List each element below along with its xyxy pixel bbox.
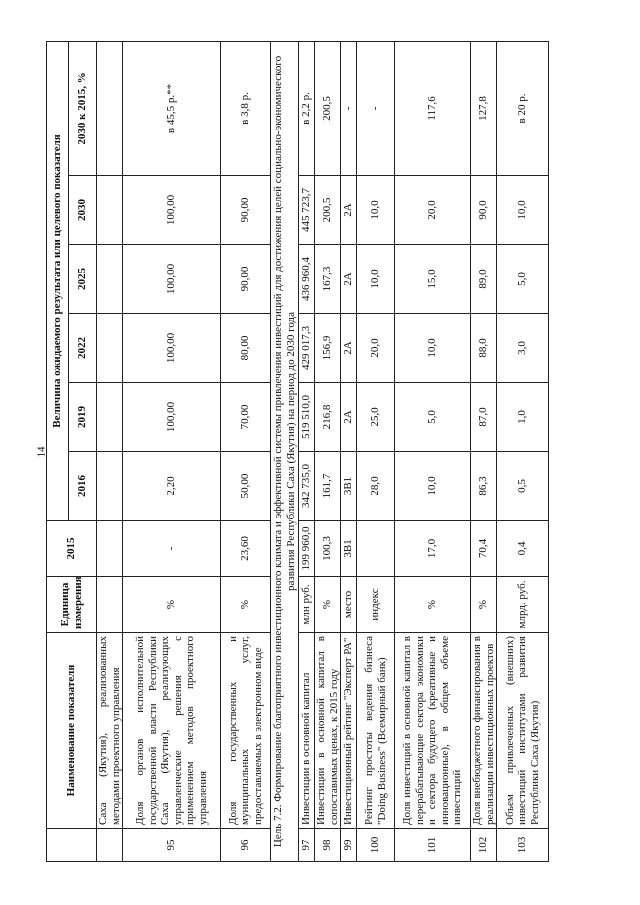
year-value: 200,5 <box>315 176 341 245</box>
row-number: 98 <box>315 829 341 862</box>
ratio-value: - <box>341 41 357 175</box>
base-value: 0,4 <box>497 521 549 577</box>
year-value: 2А <box>341 383 357 452</box>
year-value: 2А <box>341 314 357 383</box>
table-row <box>97 41 123 861</box>
year-value: 100,00 <box>123 383 221 452</box>
indicator-name: Саха (Якутия), реализованных методами проектного управления <box>97 633 123 829</box>
year-value: 86,3 <box>471 452 497 521</box>
ratio-value: в 2,2 р. <box>299 41 315 175</box>
table-row <box>123 41 221 861</box>
year-value: 156,9 <box>315 314 341 383</box>
row-number: 97 <box>299 829 315 862</box>
header-year: 2022 <box>69 314 97 383</box>
year-value: 429 017,3 <box>299 314 315 383</box>
year-value: 10,0 <box>395 452 471 521</box>
ratio-value: 117,6 <box>395 41 471 175</box>
table-row <box>395 41 471 861</box>
unit-cell: % <box>315 577 341 633</box>
base-value: 3В1 <box>341 521 357 577</box>
year-value: 436 960,4 <box>299 245 315 314</box>
year-value: 342 735,0 <box>299 452 315 521</box>
header-unit: Единица измерения <box>47 577 97 633</box>
year-value: 1,0 <box>497 383 549 452</box>
year-value: 2А <box>341 176 357 245</box>
year-value: 88,0 <box>471 314 497 383</box>
base-value: 70,4 <box>471 521 497 577</box>
ratio-value: 200,5 <box>315 41 341 175</box>
rotated-table-container <box>46 42 594 862</box>
indicator-name: Инвестиции в основной капитал <box>299 633 315 829</box>
year-value: 90,0 <box>471 176 497 245</box>
year-value: 100,00 <box>123 314 221 383</box>
year-value: 20,0 <box>357 314 395 383</box>
indicators-table <box>46 41 549 862</box>
unit-cell: % <box>471 577 497 633</box>
base-value: 23,60 <box>221 521 271 577</box>
ratio-value: в 45,5 р.** <box>123 41 221 175</box>
year-value: 3В1 <box>341 452 357 521</box>
row-number: 100 <box>357 829 395 862</box>
year-value: 445 723,7 <box>299 176 315 245</box>
goal-row <box>271 41 299 861</box>
header-group: Величина ожидаемого результата или целевого показателя <box>47 41 69 520</box>
header-year: 2030 <box>69 176 97 245</box>
indicator-name: Доля инвестиций в основной капитал в перерабатывающие сектора экономики и сектора будущего (креативные и инновационные), в общем объеме инвестиций <box>395 633 471 829</box>
row-number: 102 <box>471 829 497 862</box>
table-row <box>299 41 315 861</box>
year-value: 87,0 <box>471 383 497 452</box>
year-value: 15,0 <box>395 245 471 314</box>
year-value: 50,00 <box>221 452 271 521</box>
year-value: 89,0 <box>471 245 497 314</box>
header-name: Наименование показателя <box>47 633 97 829</box>
year-value: 10,0 <box>357 245 395 314</box>
unit-cell: % <box>123 577 221 633</box>
year-value: 100,00 <box>123 245 221 314</box>
unit-cell: % <box>221 577 271 633</box>
year-value: 10,0 <box>497 176 549 245</box>
row-number: 103 <box>497 829 549 862</box>
year-value: 80,00 <box>221 314 271 383</box>
indicator-name: Доля государственных и муниципальных услуг, предоставляемых в электронном виде <box>221 633 271 829</box>
year-value: 25,0 <box>357 383 395 452</box>
year-value: 0,5 <box>497 452 549 521</box>
year-value: 519 510,0 <box>299 383 315 452</box>
year-value: 28,0 <box>357 452 395 521</box>
year-value: 2,20 <box>123 452 221 521</box>
indicator-name: Доля внебюджетного финансирования в реализации инвестиционных проектов <box>471 633 497 829</box>
unit-cell: место <box>341 577 357 633</box>
indicator-name: Рейтинг простоты ведения бизнеса "Doing Business" (Всемирный банк) <box>357 633 395 829</box>
row-number: 95 <box>123 829 221 862</box>
base-value: - <box>123 521 221 577</box>
table-row <box>221 41 271 861</box>
header-year: 2025 <box>69 245 97 314</box>
year-value: 100,00 <box>123 176 221 245</box>
unit-cell: млрд. руб. <box>497 577 549 633</box>
indicator-name: Инвестиции в основной капитал в сопоставимых ценах, к 2015 году <box>315 633 341 829</box>
year-value: 216,8 <box>315 383 341 452</box>
year-value: 5,0 <box>395 383 471 452</box>
year-value: 161,7 <box>315 452 341 521</box>
base-value: 17,0 <box>395 521 471 577</box>
year-value: 3,0 <box>497 314 549 383</box>
ratio-value: в 20 р. <box>497 41 549 175</box>
year-value: 5,0 <box>497 245 549 314</box>
header-number <box>47 829 97 862</box>
table-row <box>497 41 549 861</box>
base-value <box>357 521 395 577</box>
base-value: 100,3 <box>315 521 341 577</box>
year-value: 2А <box>341 245 357 314</box>
table-row <box>315 41 341 861</box>
indicator-name: Инвестиционный рейтинг "Эксперт РА" <box>341 633 357 829</box>
base-value: 199 960,0 <box>299 521 315 577</box>
unit-cell: индекс <box>357 577 395 633</box>
year-value: 90,00 <box>221 245 271 314</box>
indicator-name: Доля органов исполнительной государственной власти Республики Саха (Якутия), реализующих управленческие решения с применением методов проектного управления <box>123 633 221 829</box>
ratio-value: - <box>357 41 395 175</box>
table-row <box>357 41 395 861</box>
indicator-name: Объем привлеченных (внешних) инвестиций институтами развития Республики Саха (Якутия) <box>497 633 549 829</box>
year-value: 90,00 <box>221 176 271 245</box>
table-row <box>341 41 357 861</box>
year-value: 10,0 <box>357 176 395 245</box>
ratio-value: в 3,8 р. <box>221 41 271 175</box>
row-number: 96 <box>221 829 271 862</box>
year-value: 167,3 <box>315 245 341 314</box>
header-year: 2016 <box>69 452 97 521</box>
header-year: 2019 <box>69 383 97 452</box>
row-number: 99 <box>341 829 357 862</box>
year-value: 10,0 <box>395 314 471 383</box>
ratio-value: 127,8 <box>471 41 497 175</box>
page-number: 14 <box>35 446 48 458</box>
header-ratio: 2030 к 2015, % <box>69 41 97 175</box>
unit-cell: млн руб. <box>299 577 315 633</box>
header-base-year: 2015 <box>47 521 97 577</box>
goal-heading: Цель 7.2. Формирование благоприятного инвестиционного климата и эффективной системы привлечения инвестиций для достижения целей социально-экономического развития Республики Саха (Якутия) на период до 2030 года <box>271 41 299 861</box>
table-row <box>471 41 497 861</box>
year-value: 20,0 <box>395 176 471 245</box>
row-number: 101 <box>395 829 471 862</box>
unit-cell: % <box>395 577 471 633</box>
year-value: 70,00 <box>221 383 271 452</box>
